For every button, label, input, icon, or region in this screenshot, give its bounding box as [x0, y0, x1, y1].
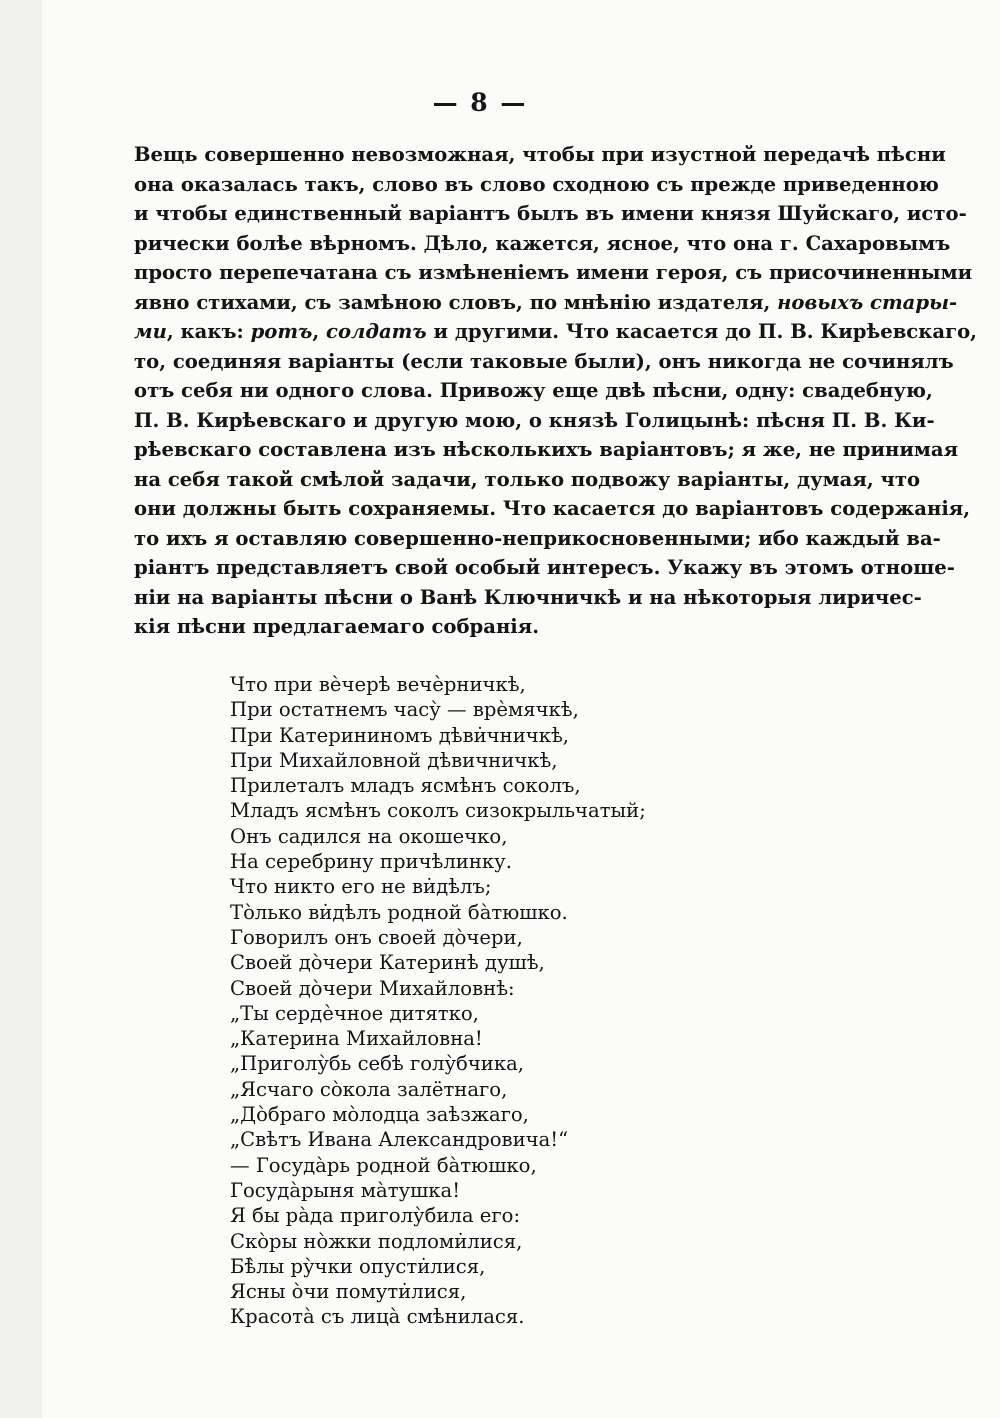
verse-line: „Катерина Михайловна!: [230, 1027, 483, 1051]
paragraph-line: [134, 465, 921, 495]
paragraph-line: [134, 258, 973, 288]
verse-line: Своей до̀чери Михайловнѣ:: [230, 976, 515, 1000]
paragraph-line: [134, 229, 951, 259]
paragraph-line: [134, 435, 959, 465]
verse-line: При Катерининомъ дѣви̇чничкѣ,: [230, 723, 569, 747]
paragraph-line: [134, 406, 935, 436]
verse-line: Я бы ра̀да приголу̀била его:: [230, 1204, 521, 1228]
verse-line: Онъ садился на окошечко,: [230, 824, 508, 848]
verse-line: Младъ ясмѣнъ соколъ сизокрыльчатый;: [230, 799, 646, 823]
line-text: рически болѣе вѣрномъ. Дѣло, кажется, ясное, что она г. Сахаровымъ: [134, 231, 951, 255]
verse-line: При остатнемъ часу̀ — врѐмячкѣ,: [230, 698, 579, 722]
line-text: и чтобы единственный варіантъ былъ въ имени князя Шуйскаго, исто-: [134, 202, 967, 225]
paragraph-line: [134, 140, 946, 170]
verse-line: Говорилъ онъ своей до̀чери,: [230, 925, 523, 949]
verse-line: Ясны о̀чи помути̇лися,: [230, 1280, 467, 1304]
paragraph-line: [134, 376, 933, 406]
verse-line: „Ясчаго со̀кола залётнаго,: [230, 1077, 508, 1101]
line-text: отъ себя ни одного слова. Привожу еще двѣ пѣсни, одну: свадебную,: [134, 379, 933, 402]
paragraph-line: [134, 199, 967, 229]
line-text: ,: [312, 320, 327, 343]
verse-line: „До̀браго мо̀лодца заѣзжаго,: [230, 1103, 529, 1127]
line-text: кія пѣсни предлагаемаго собранія.: [134, 615, 540, 638]
verse-line: „Свѣтъ Ивана Александровича!“: [230, 1128, 569, 1152]
italic-word: солдатъ: [326, 320, 427, 343]
verse-line: — Госуда̀рь родной ба̀тюшко,: [230, 1153, 537, 1177]
line-text: она оказалась такъ, слово въ слово сходною съ прежде приведенною: [134, 172, 939, 196]
line-text: П. В. Кирѣевскаго и другую мою, о князѣ Голицынѣ: пѣсня П. В. Ки-: [134, 408, 935, 432]
paragraph-line: [134, 583, 922, 613]
prose-paragraph: [134, 140, 977, 642]
verse-line: На серебрину причѣлинку.: [230, 850, 512, 874]
italic-word: новыхъ стары-: [777, 290, 958, 314]
line-text: то ихъ я оставляю совершенно-неприкосновенными; ибо каждый ва-: [134, 526, 941, 550]
paragraph-line: [134, 524, 941, 554]
line-text: просто перепечатана съ измѣненіемъ имени героя, съ присочиненными: [134, 261, 973, 284]
line-text: на себя такой смѣлой задачи, только подвожу варіанты, думая, что: [134, 467, 921, 491]
line-text: и другими. Что касается до П. В. Кирѣевскаго,: [426, 320, 977, 343]
paragraph-line: [134, 317, 977, 347]
verse-line: Ско̀ры но̀жки подломи̇лися,: [230, 1229, 523, 1253]
paragraph-line: [134, 553, 955, 583]
verse-line: При Михайловной дѣвичничкѣ,: [230, 748, 558, 772]
verse-line: Прилеталъ младъ ясмѣнъ соколъ,: [230, 774, 581, 798]
paragraph-line: [134, 170, 939, 200]
verse-line: „Приголу̀бь себѣ голу̀бчика,: [230, 1052, 524, 1076]
verse-line: Что никто его не ви̇дѣлъ;: [230, 875, 492, 899]
verse-line: Красота̀ съ лица̀ смѣнилася.: [230, 1305, 525, 1329]
line-text: ріантъ представляетъ свой особый интересъ. Укажу въ этомъ отноше-: [134, 556, 955, 579]
paragraph-line: [134, 288, 958, 318]
page-number: — 8 —: [432, 88, 528, 117]
line-text: они должны быть сохраняемы. Что касается до варіантовъ содержанія,: [134, 497, 971, 520]
italic-word: ми: [134, 320, 167, 343]
line-text: , какъ:: [166, 320, 251, 343]
paragraph-line: [134, 612, 850, 642]
page-gutter-shadow: [0, 0, 42, 1418]
verse-line: Своей до̀чери Катеринѣ душѣ,: [230, 951, 545, 975]
line-text: Вещь совершенно невозможная, чтобы при изустной передачѣ пѣсни: [134, 143, 946, 166]
line-text: то, соединяя варіанты (если таковые были), онъ никогда не сочинялъ: [134, 349, 954, 373]
verse-line: То̀лько ви̇дѣлъ родной ба̀тюшко.: [230, 900, 568, 924]
line-text: ніи на варіанты пѣсни о Ванѣ Ключничкѣ и на нѣкоторыя лиричес-: [134, 585, 922, 609]
line-text: явно стихами, съ замѣною словъ, по мнѣнію издателя,: [134, 290, 778, 314]
song-verse: [230, 672, 790, 1330]
verse-line: Что при вѐчерѣ вечѐрничкѣ,: [230, 673, 526, 696]
verse-line: Госуда̀рыня ма̀тушка!: [230, 1178, 461, 1202]
verse-line: Бѣ̀лы ру̀чки опусти̇лися,: [230, 1254, 486, 1278]
italic-word: ротъ: [250, 320, 313, 343]
paragraph-line: [134, 347, 954, 377]
paragraph-line: [134, 494, 971, 524]
line-text: рѣевскаго составлена изъ нѣсколькихъ варіантовъ; я же, не принимая: [134, 438, 959, 461]
verse-line: „Ты сердѐчное дитятко,: [230, 1001, 479, 1025]
